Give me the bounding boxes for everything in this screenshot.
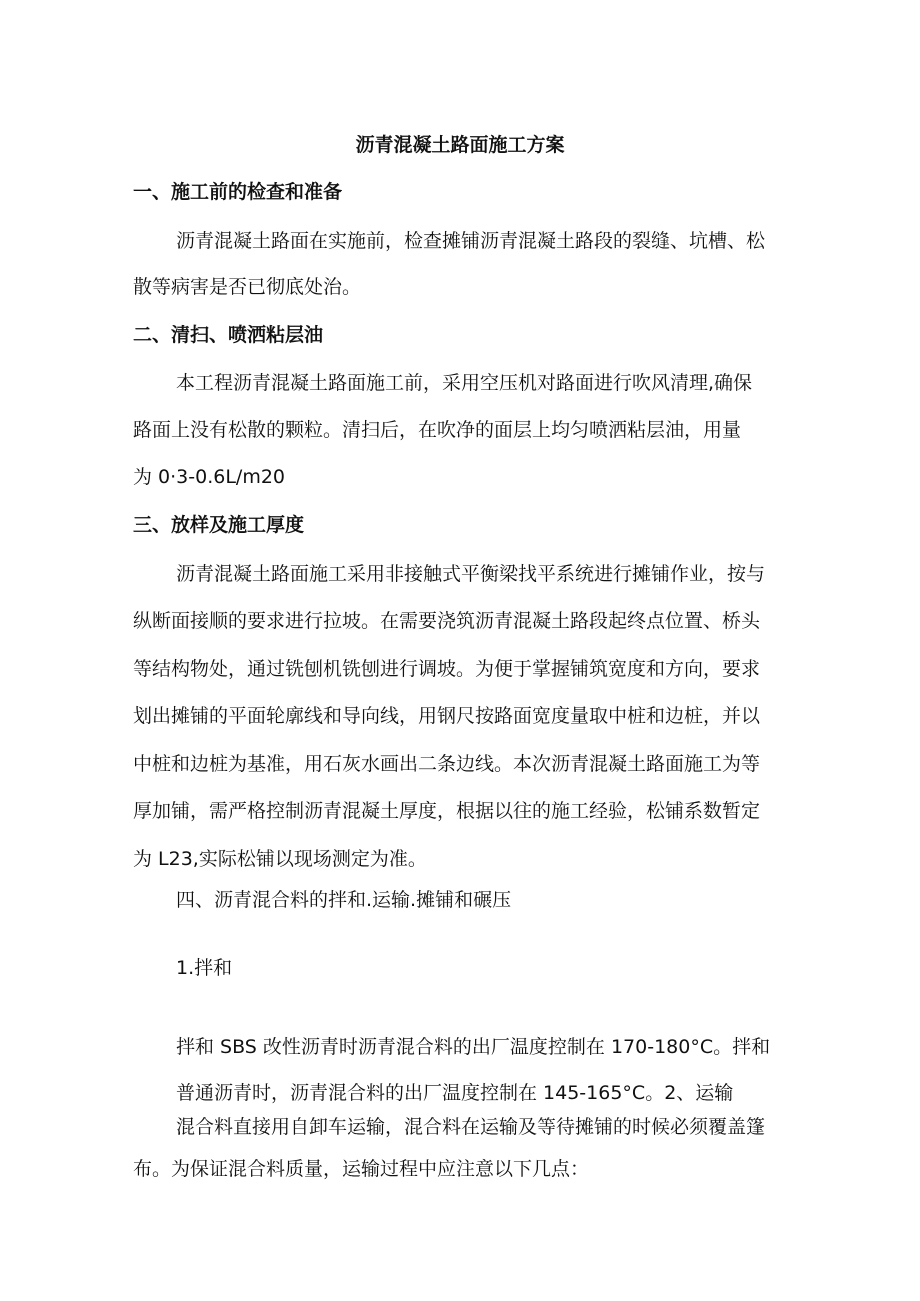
paragraph-line: 厚加铺，需严格控制沥青混凝土厚度，根据以往的施工经验，松铺系数暂定	[133, 800, 761, 822]
paragraph-line: 中桩和边桩为基准，用石灰水画出二条边线。本次沥青混凝土路面施工为等	[133, 753, 761, 775]
paragraph-line: 布。为保证混合料质量，运输过程中应注意以下几点：	[133, 1158, 590, 1180]
section-heading-1: 一、施工前的检查和准备	[133, 181, 343, 203]
section-heading-4: 四、沥青混合料的拌和.运输.摊铺和碾压	[176, 889, 512, 911]
section-heading-3: 三、放样及施工厚度	[133, 514, 305, 536]
subsection-heading: 1.拌和	[176, 957, 233, 979]
paragraph-line: 沥青混凝土路面在实施前，检查摊铺沥青混凝土路段的裂缝、坑槽、松	[176, 230, 766, 252]
section-heading-2: 二、清扫、喷洒粘层油	[133, 324, 324, 346]
paragraph-line: 本工程沥青混凝土路面施工前，采用空压机对路面进行吹风清理,确保	[176, 372, 753, 394]
paragraph-line: 纵断面接顺的要求进行拉坡。在需要浇筑沥青混凝土路段起终点位置、桥头	[133, 610, 761, 632]
paragraph-line: 拌和 SBS 改性沥青时沥青混合料的出厂温度控制在 170-180°C。拌和	[176, 1036, 771, 1058]
paragraph-line: 普通沥青时，沥青混合料的出厂温度控制在 145-165°C。2、运输	[176, 1082, 734, 1104]
paragraph-line: 等结构物处，通过铣刨机铣刨进行调坡。为便于掌握铺筑宽度和方向，要求	[133, 658, 761, 680]
paragraph-line: 划出摊铺的平面轮廓线和导向线，用钢尺按路面宽度量取中桩和边桩，并以	[133, 705, 761, 727]
document-title: 沥青混凝土路面施工方案	[355, 134, 565, 156]
paragraph-line: 为 L23,实际松铺以现场测定为准。	[133, 848, 427, 870]
paragraph-line: 为 0·3-0.6L/m20	[133, 466, 286, 488]
paragraph-line: 混合料直接用自卸车运输，混合料在运输及等待摊铺的时候必须覆盖篷	[176, 1116, 766, 1138]
paragraph-line: 沥青混凝土路面施工采用非接触式平衡梁找平系统进行摊铺作业，按与	[176, 563, 766, 585]
paragraph-line: 路面上没有松散的颗粒。清扫后，在吹净的面层上均匀喷洒粘层油，用量	[133, 419, 742, 441]
paragraph-line: 散等病害是否已彻底处治。	[133, 276, 362, 298]
